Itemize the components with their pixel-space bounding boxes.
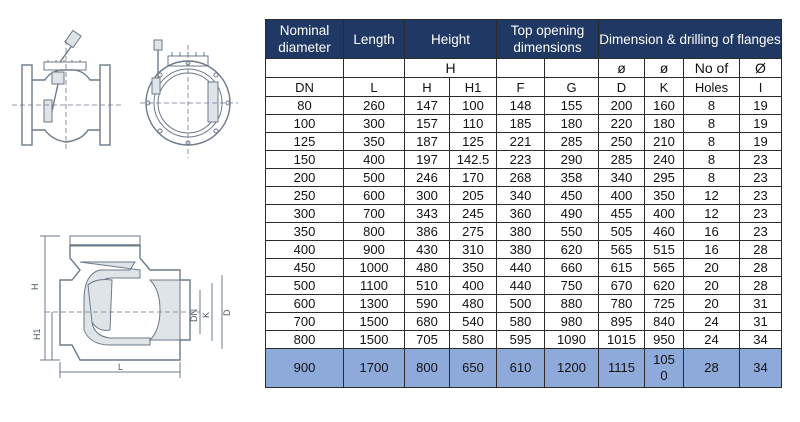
cell-k: 515	[645, 241, 684, 259]
cell-f: 340	[497, 187, 545, 205]
cell-k: 240	[645, 151, 684, 169]
cell-k: 400	[645, 205, 684, 223]
cell-l: 1100	[344, 277, 405, 295]
cell-l: 300	[344, 115, 405, 133]
cell-dn: 600	[266, 295, 344, 313]
cell-g: 660	[545, 259, 599, 277]
cell-d: 285	[599, 151, 645, 169]
cell-h: 800	[405, 349, 450, 388]
symbol-empty	[497, 59, 545, 78]
cell-f: 268	[497, 169, 545, 187]
cell-h1: 540	[450, 313, 497, 331]
cell-g: 285	[545, 133, 599, 151]
cell-k: 350	[645, 187, 684, 205]
cell-h: 197	[405, 151, 450, 169]
symbol-k: ø	[645, 59, 684, 78]
cell-k: 210	[645, 133, 684, 151]
cell-k: 160	[645, 97, 684, 115]
symbol-empty	[344, 59, 405, 78]
valve-drawings	[0, 0, 265, 422]
table-row	[266, 349, 782, 388]
cell-i: 34	[740, 331, 782, 349]
cell-g: 290	[545, 151, 599, 169]
cell-dn: 100	[266, 115, 344, 133]
label-l: L	[344, 78, 405, 97]
cell-holes: 12	[684, 205, 740, 223]
dim-label-dn: DN	[189, 309, 199, 322]
table-row	[266, 241, 782, 259]
header-flanges: Dimension & drilling of flanges	[599, 20, 782, 59]
cell-d: 455	[599, 205, 645, 223]
cell-f: 440	[497, 259, 545, 277]
cell-g: 155	[545, 97, 599, 115]
cell-holes: 8	[684, 169, 740, 187]
cell-h1: 400	[450, 277, 497, 295]
table-header-row	[266, 20, 782, 59]
table-row	[266, 97, 782, 115]
cell-g: 880	[545, 295, 599, 313]
cell-i: 34	[740, 349, 782, 388]
cell-h1: 480	[450, 295, 497, 313]
dim-label-d: D	[222, 309, 232, 316]
cell-d: 565	[599, 241, 645, 259]
cell-d: 1115	[599, 349, 645, 388]
cell-f: 380	[497, 223, 545, 241]
table-row	[266, 331, 782, 349]
cell-h1: 110	[450, 115, 497, 133]
cell-d: 340	[599, 169, 645, 187]
cell-dn: 125	[266, 133, 344, 151]
dimension-table	[265, 19, 782, 388]
cell-l: 900	[344, 241, 405, 259]
table-row	[266, 277, 782, 295]
cell-dn: 450	[266, 259, 344, 277]
cell-h1: 650	[450, 349, 497, 388]
front-view-drawing	[140, 40, 238, 158]
cell-h1: 100	[450, 97, 497, 115]
cell-h: 147	[405, 97, 450, 115]
cell-f: 610	[497, 349, 545, 388]
cell-l: 400	[344, 151, 405, 169]
cell-f: 360	[497, 205, 545, 223]
cell-d: 250	[599, 133, 645, 151]
cell-dn: 150	[266, 151, 344, 169]
cell-d: 400	[599, 187, 645, 205]
cell-holes: 8	[684, 133, 740, 151]
header-top-opening: Top opening dimensions	[497, 20, 599, 59]
table-row	[266, 259, 782, 277]
cell-d: 505	[599, 223, 645, 241]
cell-l: 1500	[344, 331, 405, 349]
table-row	[266, 205, 782, 223]
label-i: I	[740, 78, 782, 97]
cell-g: 1090	[545, 331, 599, 349]
cell-k: 460	[645, 223, 684, 241]
cell-dn: 350	[266, 223, 344, 241]
table-label-row	[266, 78, 782, 97]
cell-i: 28	[740, 259, 782, 277]
cell-h: 157	[405, 115, 450, 133]
cell-h1: 580	[450, 331, 497, 349]
cell-h: 510	[405, 277, 450, 295]
cell-h: 590	[405, 295, 450, 313]
cell-holes: 8	[684, 151, 740, 169]
cell-h1: 275	[450, 223, 497, 241]
cell-holes: 28	[684, 349, 740, 388]
cell-f: 185	[497, 115, 545, 133]
cell-i: 23	[740, 169, 782, 187]
cell-g: 180	[545, 115, 599, 133]
cell-dn: 500	[266, 277, 344, 295]
cell-g: 980	[545, 313, 599, 331]
dim-label-l: L	[118, 362, 124, 372]
cell-g: 450	[545, 187, 599, 205]
cell-h1: 170	[450, 169, 497, 187]
table-row	[266, 115, 782, 133]
cell-d: 220	[599, 115, 645, 133]
cell-f: 440	[497, 277, 545, 295]
cell-h: 480	[405, 259, 450, 277]
cell-h: 343	[405, 205, 450, 223]
cell-l: 1500	[344, 313, 405, 331]
cell-k: 620	[645, 277, 684, 295]
cell-k: 950	[645, 331, 684, 349]
cell-l: 600	[344, 187, 405, 205]
dim-label-h1: H1	[32, 328, 42, 340]
cell-l: 500	[344, 169, 405, 187]
cell-holes: 8	[684, 115, 740, 133]
cell-holes: 24	[684, 313, 740, 331]
cell-h: 187	[405, 133, 450, 151]
cell-k: 1050	[645, 349, 684, 388]
table-row	[266, 223, 782, 241]
dim-label-h: H	[30, 283, 40, 290]
cell-holes: 12	[684, 187, 740, 205]
section-view-drawing	[30, 236, 232, 378]
cell-g: 750	[545, 277, 599, 295]
cell-k: 725	[645, 295, 684, 313]
cell-l: 1000	[344, 259, 405, 277]
symbol-empty	[266, 59, 344, 78]
table-row	[266, 313, 782, 331]
cell-i: 19	[740, 115, 782, 133]
label-dn: DN	[266, 78, 344, 97]
cell-i: 23	[740, 151, 782, 169]
cell-f: 380	[497, 241, 545, 259]
cell-holes: 16	[684, 223, 740, 241]
cell-i: 28	[740, 277, 782, 295]
cell-g: 550	[545, 223, 599, 241]
label-holes: Holes	[684, 78, 740, 97]
cell-h: 246	[405, 169, 450, 187]
cell-dn: 80	[266, 97, 344, 115]
cell-h: 680	[405, 313, 450, 331]
symbol-d: ø	[599, 59, 645, 78]
cell-dn: 300	[266, 205, 344, 223]
cell-h: 300	[405, 187, 450, 205]
cell-holes: 20	[684, 277, 740, 295]
side-view-drawing	[12, 30, 122, 150]
cell-g: 620	[545, 241, 599, 259]
cell-d: 200	[599, 97, 645, 115]
cell-dn: 700	[266, 313, 344, 331]
label-d: D	[599, 78, 645, 97]
cell-holes: 20	[684, 295, 740, 313]
cell-l: 260	[344, 97, 405, 115]
cell-l: 350	[344, 133, 405, 151]
label-g: G	[545, 78, 599, 97]
table-symbol-row	[266, 59, 782, 78]
symbol-i: Ø	[740, 59, 782, 78]
cell-d: 780	[599, 295, 645, 313]
table-row	[266, 187, 782, 205]
cell-g: 490	[545, 205, 599, 223]
cell-i: 28	[740, 241, 782, 259]
cell-i: 31	[740, 295, 782, 313]
cell-h: 705	[405, 331, 450, 349]
cell-l: 1700	[344, 349, 405, 388]
cell-dn: 250	[266, 187, 344, 205]
label-h1: H1	[450, 78, 497, 97]
symbol-no-of: No of	[684, 59, 740, 78]
cell-l: 800	[344, 223, 405, 241]
cell-holes: 16	[684, 241, 740, 259]
cell-f: 580	[497, 313, 545, 331]
cell-h1: 205	[450, 187, 497, 205]
label-f: F	[497, 78, 545, 97]
cell-k: 840	[645, 313, 684, 331]
cell-l: 700	[344, 205, 405, 223]
cell-holes: 24	[684, 331, 740, 349]
cell-g: 1200	[545, 349, 599, 388]
cell-k: 565	[645, 259, 684, 277]
header-nominal-diameter: Nominal diameter	[266, 20, 344, 59]
symbol-height: H	[405, 59, 497, 78]
cell-i: 23	[740, 223, 782, 241]
cell-f: 223	[497, 151, 545, 169]
cell-d: 895	[599, 313, 645, 331]
cell-h1: 142.5	[450, 151, 497, 169]
table-row	[266, 133, 782, 151]
cell-h1: 350	[450, 259, 497, 277]
cell-k: 295	[645, 169, 684, 187]
table-row	[266, 295, 782, 313]
cell-dn: 400	[266, 241, 344, 259]
label-h: H	[405, 78, 450, 97]
cell-holes: 8	[684, 97, 740, 115]
cell-dn: 900	[266, 349, 344, 388]
cell-h: 430	[405, 241, 450, 259]
cell-dn: 800	[266, 331, 344, 349]
cell-i: 19	[740, 133, 782, 151]
cell-i: 23	[740, 205, 782, 223]
cell-h1: 245	[450, 205, 497, 223]
cell-k: 180	[645, 115, 684, 133]
cell-h1: 310	[450, 241, 497, 259]
cell-holes: 20	[684, 259, 740, 277]
cell-f: 595	[497, 331, 545, 349]
cell-f: 148	[497, 97, 545, 115]
cell-dn: 200	[266, 169, 344, 187]
cell-d: 670	[599, 277, 645, 295]
cell-h: 386	[405, 223, 450, 241]
symbol-empty	[545, 59, 599, 78]
cell-d: 615	[599, 259, 645, 277]
cell-l: 1300	[344, 295, 405, 313]
cell-d: 1015	[599, 331, 645, 349]
cell-g: 358	[545, 169, 599, 187]
table-row	[266, 151, 782, 169]
header-length: Length	[344, 20, 405, 59]
cell-h1: 125	[450, 133, 497, 151]
label-k: K	[645, 78, 684, 97]
cell-f: 221	[497, 133, 545, 151]
cell-i: 19	[740, 97, 782, 115]
dim-label-k: K	[201, 311, 211, 318]
cell-i: 23	[740, 187, 782, 205]
header-height: Height	[405, 20, 497, 59]
cell-f: 500	[497, 295, 545, 313]
cell-i: 31	[740, 313, 782, 331]
table-row	[266, 169, 782, 187]
